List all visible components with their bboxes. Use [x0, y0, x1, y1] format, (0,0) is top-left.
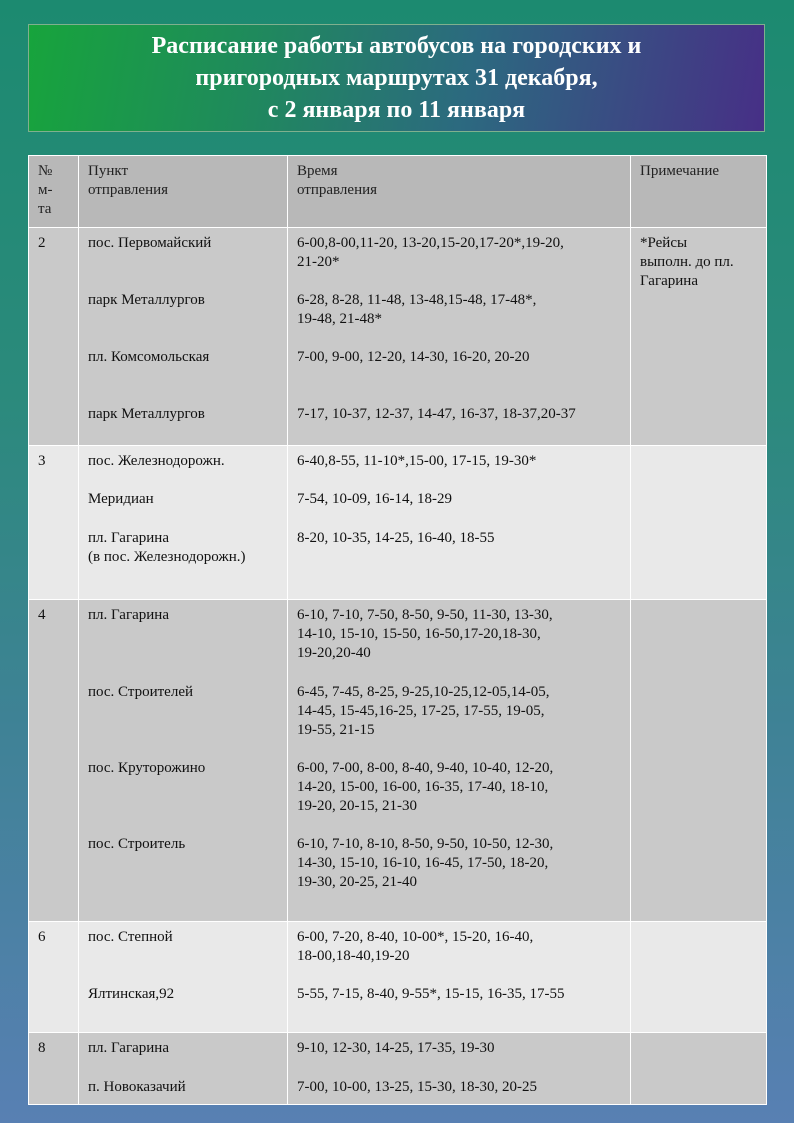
- header-route-number: № м- та: [29, 156, 79, 228]
- table-row-route-4: [29, 600, 767, 922]
- stop-name: пос. Круторожино: [88, 760, 206, 776]
- route-note: [631, 446, 767, 600]
- stop-name: пос. Первомайский: [88, 235, 212, 251]
- times-list: 7-00, 9-00, 12-20, 14-30, 16-20, 20-20: [297, 349, 530, 365]
- header-note: Примечание: [631, 156, 767, 228]
- departure-times: [288, 922, 631, 1033]
- times-list: 6-40,8-55, 11-10*,15-00, 17-15, 19-30*: [297, 453, 537, 469]
- route-number: 6: [29, 922, 79, 1033]
- stop-name: Меридиан: [88, 491, 154, 507]
- times-list: 9-10, 12-30, 14-25, 17-35, 19-30: [297, 1040, 495, 1056]
- departure-points: [79, 600, 288, 922]
- table-row-route-8: [29, 1033, 767, 1105]
- times-list: 6-10, 7-10, 8-10, 8-50, 9-50, 10-50, 12-30, 14-30, 15-10, 16-10, 16-45, 17-50, 18-20, 19-30, 20-25, 21-40: [297, 836, 554, 890]
- times-list: 7-17, 10-37, 12-37, 14-47, 16-37, 18-37,20-37: [297, 406, 576, 422]
- times-list: 6-10, 7-10, 7-50, 8-50, 9-50, 11-30, 13-30, 14-10, 15-10, 15-50, 16-50,17-20,18-30, 19-20,20-40: [297, 607, 553, 661]
- stop-name: пл. Комсомольская: [88, 349, 210, 365]
- times-list: 5-55, 7-15, 8-40, 9-55*, 15-15, 16-35, 17-55: [297, 986, 565, 1002]
- route-note: [631, 1033, 767, 1105]
- table-header-row: [29, 156, 767, 228]
- header-departure-point: Пункт отправления: [79, 156, 288, 228]
- route-note: [631, 600, 767, 922]
- stop-name: пос. Строителей: [88, 684, 194, 700]
- stop-name: пос. Железнодорожн.: [88, 453, 225, 469]
- departure-times: [288, 228, 631, 446]
- stop-name: пл. Гагарина (в пос. Железнодорожн.): [88, 530, 246, 565]
- times-list: 6-45, 7-45, 8-25, 9-25,10-25,12-05,14-05, 14-45, 15-45,16-25, 17-25, 17-55, 19-05, 19-55, 21-15: [297, 684, 550, 738]
- stop-name: п. Новоказачий: [88, 1079, 186, 1095]
- stop-name: парк Металлургов: [88, 406, 205, 422]
- times-list: 6-00,8-00,11-20, 13-20,15-20,17-20*,19-20, 21-20*: [297, 235, 564, 270]
- departure-times: [288, 1033, 631, 1105]
- route-number: 8: [29, 1033, 79, 1105]
- times-list: 6-28, 8-28, 11-48, 13-48,15-48, 17-48*, 19-48, 21-48*: [297, 292, 537, 327]
- header-departure-time: Время отправления: [288, 156, 631, 228]
- stop-name: парк Металлургов: [88, 292, 205, 308]
- departure-points: [79, 228, 288, 446]
- times-list: 8-20, 10-35, 14-25, 16-40, 18-55: [297, 530, 495, 546]
- stop-name: пос. Степной: [88, 929, 173, 945]
- title-banner: [28, 24, 765, 132]
- times-list: 7-00, 10-00, 13-25, 15-30, 18-30, 20-25: [297, 1079, 537, 1095]
- departure-points: [79, 922, 288, 1033]
- stop-name: Ялтинская,92: [88, 986, 175, 1002]
- table-row-route-3: [29, 446, 767, 600]
- route-note: [631, 922, 767, 1033]
- stop-name: пл. Гагарина: [88, 607, 169, 623]
- stop-name: пл. Гагарина: [88, 1040, 169, 1056]
- route-number: 4: [29, 600, 79, 922]
- route-number: 3: [29, 446, 79, 600]
- departure-points: [79, 446, 288, 600]
- route-note: *Рейсы выполн. до пл. Гагарина: [631, 228, 767, 446]
- departure-points: [79, 1033, 288, 1105]
- departure-times: [288, 446, 631, 600]
- page-title: Расписание работы автобусов на городских и пригородных маршрутах 31 декабря, с 2 января по 11 января: [151, 33, 642, 123]
- times-list: 6-00, 7-20, 8-40, 10-00*, 15-20, 16-40, 18-00,18-40,19-20: [297, 929, 534, 964]
- stop-name: пос. Строитель: [88, 836, 186, 852]
- departure-times: [288, 600, 631, 922]
- bus-schedule-table: [28, 155, 767, 1105]
- route-number: 2: [29, 228, 79, 446]
- times-list: 7-54, 10-09, 16-14, 18-29: [297, 491, 452, 507]
- table-row-route-6: [29, 922, 767, 1033]
- table-row-route-2: [29, 228, 767, 446]
- times-list: 6-00, 7-00, 8-00, 8-40, 9-40, 10-40, 12-20, 14-20, 15-00, 16-00, 16-35, 17-40, 18-10, 19-20, 20-15, 21-30: [297, 760, 554, 814]
